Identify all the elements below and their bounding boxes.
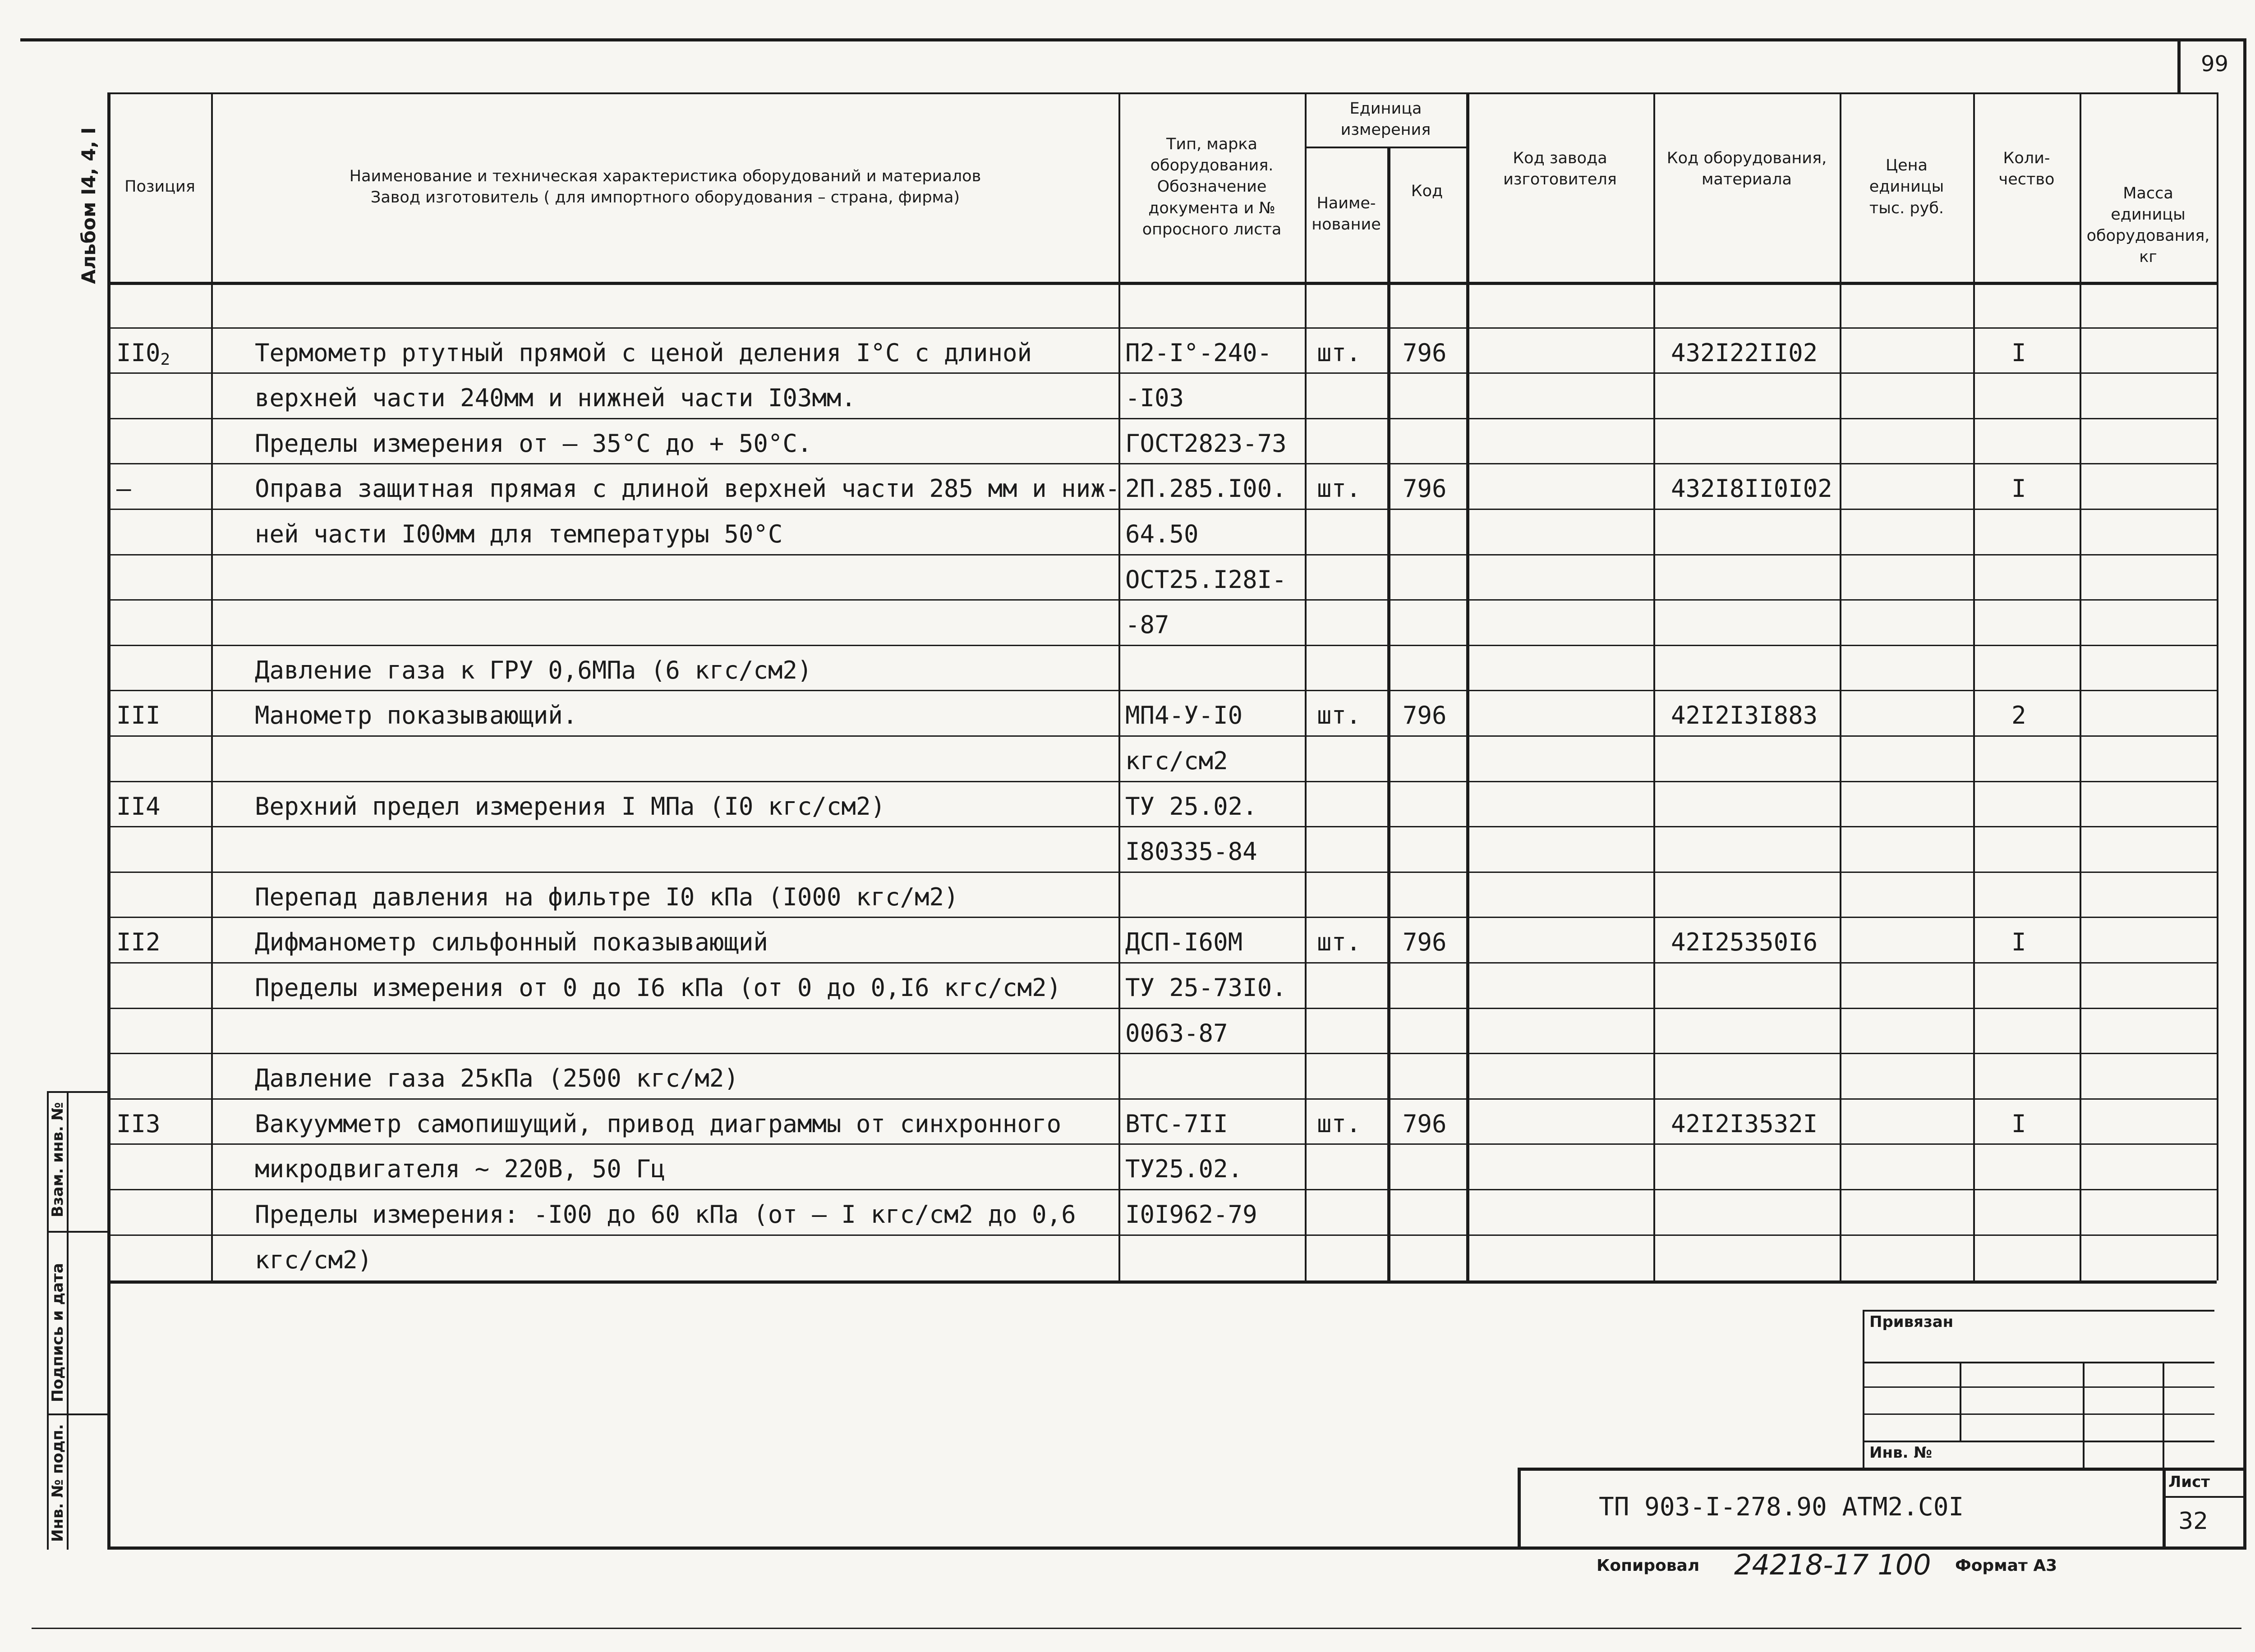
table-row-line <box>108 872 2217 873</box>
cell-type: МП4-У-I0 <box>1125 701 1243 730</box>
stamp-middle-line <box>67 1091 69 1550</box>
header-unit-code: Код <box>1411 182 1443 201</box>
cell-name: Дифманометр сильфонный показывающий <box>255 928 768 956</box>
header-type: Тип, марка оборудования. Обозначение документа и № опросного листа <box>1142 135 1282 239</box>
cell-qty: I <box>2011 474 2026 503</box>
cell-type: ОСТ25.I28I- <box>1125 565 1287 594</box>
cell-type: ГОСТ2823-73 <box>1125 429 1287 458</box>
album-label: Альбом I4, 4, I <box>78 127 100 284</box>
cell-name: Пределы измерения от – 35°C до + 50°C. <box>255 429 812 458</box>
cell-pos: II2 <box>116 928 161 956</box>
cell-name: Оправа защитная прямая с длиной верхней части 285 мм и ниж- <box>255 474 1120 503</box>
table-row-line <box>108 1189 2217 1190</box>
cell-qty: 2 <box>2011 701 2026 730</box>
table-row-line <box>108 826 2217 827</box>
header-unit: Единица измерения <box>1340 99 1431 139</box>
table-top-line <box>108 92 2217 94</box>
cell-type: -I03 <box>1125 384 1184 412</box>
copied-label: Копировал <box>1597 1556 1700 1575</box>
cell-type: I80335-84 <box>1125 837 1257 866</box>
table-row-line <box>108 599 2217 601</box>
cell-name: верхней части 240мм и нижней части I03мм. <box>255 384 856 412</box>
cell-unit: шт. <box>1317 474 1361 503</box>
sheet-trim-line <box>32 1628 2241 1629</box>
cell-equip: 42I25350I6 <box>1671 928 1818 956</box>
table-column-line <box>1466 92 1469 1280</box>
header-price: Цена единицы тыс. руб. <box>1869 156 1944 217</box>
cell-type: -87 <box>1125 610 1169 639</box>
stamp-divider-2 <box>47 1413 108 1415</box>
tb-left-line <box>1863 1310 1864 1468</box>
cell-name: Вакуумметр самопишущий, привод диаграммы от синхронного <box>255 1110 1062 1138</box>
tb-col-1 <box>1960 1362 1961 1441</box>
cell-qty: I <box>2011 1110 2026 1138</box>
cell-type: I0I962-79 <box>1125 1200 1257 1229</box>
table-row-line <box>108 509 2217 510</box>
cell-type: ТУ 25.02. <box>1125 792 1257 821</box>
tb-line-2 <box>1863 1362 2214 1363</box>
copy-number: 24218-17 100 <box>1734 1548 1931 1581</box>
cell-unit: шт. <box>1317 928 1361 956</box>
header-mass: Масса единицы оборудования, кг <box>2086 184 2210 266</box>
document-designation: ТП 903-I-278.90 АТМ2.С0I <box>1599 1492 1964 1522</box>
right-border <box>2243 38 2246 1550</box>
tb-line-4 <box>1863 1413 2214 1415</box>
cell-pos: II4 <box>116 792 161 821</box>
cell-unit: шт. <box>1317 701 1361 730</box>
tb-line-3 <box>1863 1386 2214 1388</box>
tb-sheet-divider <box>2163 1468 2166 1550</box>
page-number-divider <box>2177 38 2181 92</box>
table-column-line <box>1387 147 1390 1280</box>
cell-unit: шт. <box>1317 1110 1361 1138</box>
cell-name: микродвигателя ~ 220В, 50 Гц <box>255 1155 666 1183</box>
table-row-line <box>108 690 2217 691</box>
cell-equip: 42I2I3I883 <box>1671 701 1818 730</box>
table-column-line <box>1973 92 1975 1280</box>
header-equipment-code: Код оборудования, материала <box>1666 149 1827 188</box>
tb-col-3 <box>2163 1362 2164 1468</box>
stamp-divider-1 <box>47 1231 108 1233</box>
tb-privyazan-label: Привязан <box>1869 1313 1954 1331</box>
header-bottom-line <box>108 282 2217 285</box>
cell-type: ДСП-I60М <box>1125 928 1243 956</box>
cell-name: Давление газа к ГРУ 0,6МПа (6 кгс/см2) <box>255 656 812 684</box>
cell-name: кгс/см2) <box>255 1246 373 1274</box>
cell-code: 796 <box>1403 1110 1447 1138</box>
table-row-line <box>108 1008 2217 1009</box>
cell-name: Термометр ртутный прямой с ценой деления I°C с длиной <box>255 339 1032 367</box>
cell-qty: I <box>2011 928 2026 956</box>
header-name: Наименование и техническая характеристика оборудований и материалов Завод изготовитель ( для импортного оборудования – страна, фирма) <box>349 167 981 206</box>
header-factory-code: Код завода изготовителя <box>1503 149 1617 188</box>
table-bottom-line <box>108 1280 2217 1284</box>
stamp-label-vzam: Взам. инв. № <box>49 1102 67 1217</box>
table-column-line <box>2217 92 2218 1280</box>
cell-name: Пределы измерения от 0 до I6 кПа (от 0 до 0,I6 кгс/см2) <box>255 973 1062 1002</box>
table-row-line <box>108 962 2217 964</box>
cell-type: кгс/см2 <box>1125 747 1228 775</box>
cell-pos: II3 <box>116 1110 161 1138</box>
top-border <box>20 38 2246 41</box>
table-row-line <box>108 372 2217 374</box>
cell-pos: – <box>116 474 131 503</box>
cell-pos-subscript: 2 <box>160 350 170 369</box>
cell-name: Перепад давления на фильтре I0 кПа (I000 кгс/м2) <box>255 883 959 911</box>
header-unit-name: Наиме- нование <box>1312 194 1381 234</box>
header-position: Позиция <box>124 178 195 196</box>
cell-name: Верхний предел измерения I МПа (I0 кгс/см2) <box>255 792 885 821</box>
cell-type: ТУ 25-73I0. <box>1125 973 1287 1002</box>
cell-qty: I <box>2011 339 2026 367</box>
table-row-line <box>108 781 2217 782</box>
cell-code: 796 <box>1403 928 1447 956</box>
cell-type: 0063-87 <box>1125 1019 1228 1047</box>
table-row-line <box>108 554 2217 555</box>
tb-inv-label: Инв. № <box>1869 1444 1933 1462</box>
cell-code: 796 <box>1403 701 1447 730</box>
tb-designation-top <box>1518 1468 2245 1471</box>
cell-equip: 42I2I3532I <box>1671 1110 1818 1138</box>
cell-type: ТУ25.02. <box>1125 1155 1243 1183</box>
table-row-line <box>108 418 2217 419</box>
cell-code: 796 <box>1403 474 1447 503</box>
tb-sheet-label: Лист <box>2168 1473 2210 1491</box>
cell-name: Давление газа 25кПа (2500 кгс/м2) <box>255 1064 739 1092</box>
header-quantity: Коли- чество <box>1998 149 2055 188</box>
cell-name: Пределы измерения: -I00 до 60 кПа (от – I кгс/см2 до 0,6 <box>255 1200 1076 1229</box>
format-label: Формат А3 <box>1955 1556 2057 1575</box>
cell-type: 64.50 <box>1125 520 1199 548</box>
cell-equip: 432I8II0I02 <box>1671 474 1832 503</box>
cell-equip: 432I22II02 <box>1671 339 1818 367</box>
cell-type: П2-I°-240- <box>1125 339 1272 367</box>
cell-name: Манометр показывающий. <box>255 701 578 730</box>
cell-type: ВТС-7II <box>1125 1110 1228 1138</box>
table-row-line <box>108 735 2217 737</box>
tb-sheet-number: 32 <box>2178 1508 2209 1535</box>
table-row-line <box>108 917 2217 918</box>
stamp-top-line <box>47 1091 108 1093</box>
cell-pos: III <box>116 701 161 730</box>
cell-name: ней части I00мм для температуры 50°C <box>255 520 783 548</box>
stamp-label-inv: Инв. № подп. <box>49 1424 67 1542</box>
tb-col-2 <box>2083 1362 2085 1468</box>
table-row-line <box>108 1053 2217 1054</box>
table-row-line <box>108 1098 2217 1100</box>
tb-sheet-line <box>2163 1496 2245 1498</box>
table-row-line <box>108 645 2217 646</box>
cell-code: 796 <box>1403 339 1447 367</box>
cell-type: 2П.285.I00. <box>1125 474 1287 503</box>
table-column-line <box>1653 92 1655 1280</box>
table-row-line <box>108 1143 2217 1145</box>
tb-designation-left <box>1518 1468 1521 1550</box>
cell-unit: шт. <box>1317 339 1361 367</box>
table-row-line <box>108 1234 2217 1236</box>
table-row-line <box>108 463 2217 464</box>
stamp-label-podpis: Подпись и дата <box>49 1263 67 1402</box>
cell-pos: $II0_2$ <box>116 339 170 369</box>
tb-line-5 <box>1863 1441 2214 1442</box>
page-number: 99 <box>2201 51 2229 77</box>
table-row-line <box>108 327 2217 329</box>
tb-line-1 <box>1863 1310 2214 1312</box>
